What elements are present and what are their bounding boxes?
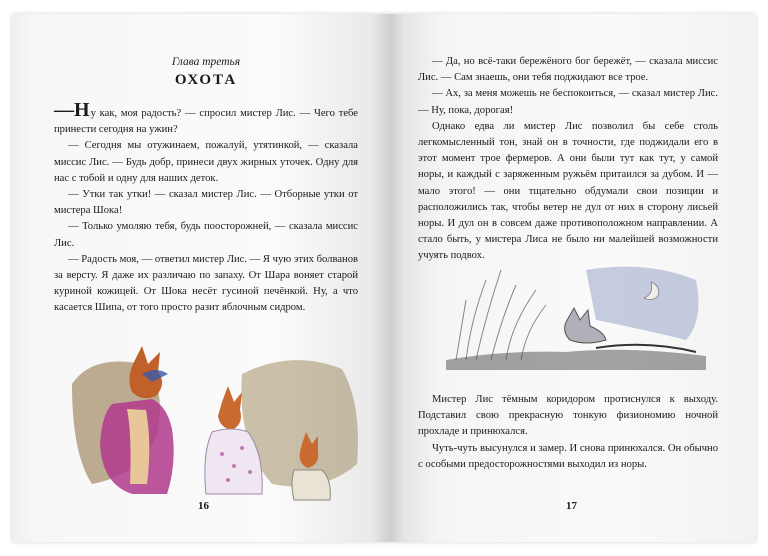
paragraph-1-text: у как, моя радость? — спросил мистер Лис. — Чего тебе принести сегодня на ужин? xyxy=(54,108,358,136)
paragraph-1 xyxy=(54,99,358,138)
fox-family-illustration xyxy=(72,344,362,502)
page-number-right: 17 xyxy=(566,500,577,512)
right-paragraph-3: Однако едва ли мистер Лис позволил бы себе столь легкомысленный тон, знай он в точности, где поджидали его в этот момент трое фермеров. А они были тут как тут, у самой норы, и каждый с заряженным ружьём притаился за дубом. И — мало этого! — они тщательно обдумали свои позиции и расположились так, чтобы ветер не дул от них в сторону лисьей норы. И дул он в совсем даже противоположном направлении. А стало быть, у мистера Лиса не было ни малейшей возможности учуять подвох. xyxy=(418,120,718,262)
paragraph-4: — Только умоляю тебя, будь поосторожней, — сказала миссис Лис. xyxy=(54,221,358,249)
chapter-title: ОХОТА xyxy=(174,72,238,88)
right-paragraph-1: — Да, но всё-таки бережёного бог бережёт, — сказала миссис Лис. — Сам знаешь, они тебя поджидают все трое. xyxy=(418,56,718,84)
right-bottom-text xyxy=(418,392,718,473)
right-paragraph-5: Чуть-чуть высунулся и замер. И снова принюхался. Он обычно с особыми предосторожностями выходил из норы. xyxy=(418,442,718,470)
fox-peeking-night-illustration xyxy=(446,260,706,370)
right-paragraph-4: Мистер Лис тёмным коридором протиснулся к выходу. Подставил свою прекрасную тонкую физиономию ночной прохладе и принюхался. xyxy=(418,394,718,438)
book-spread xyxy=(12,14,756,542)
dropcap: —Н xyxy=(54,99,90,121)
page-number-left: 16 xyxy=(198,500,209,512)
right-page xyxy=(390,14,756,542)
left-page xyxy=(12,14,390,542)
paragraph-5: — Радость моя, — ответил мистер Лис. — Я чую этих болванов за версту. Я даже их различаю по запаху. От Шара воняет старой куриной кожицей. От Шока несёт гусиной печёнкой. Ну, а что касается Шипа, от того просто разит яблочным сидром. xyxy=(54,253,358,314)
paragraph-2: — Сегодня мы отужинаем, пожалуй, утятинкой, — сказала миссис Лис. — Будь добр, принеси двух жирных уточек. Одну для нас с тобой и одну для наших деток. xyxy=(54,140,358,184)
right-paragraph-2: — Ах, за меня можешь не беспокоиться, — сказал мистер Лис. — Ну, пока, дорогая! xyxy=(418,88,718,116)
paragraph-3: — Утки так утки! — сказал мистер Лис. — Отборные утки от мистера Шока! xyxy=(54,189,358,217)
chapter-label: Глава третья xyxy=(171,56,241,68)
